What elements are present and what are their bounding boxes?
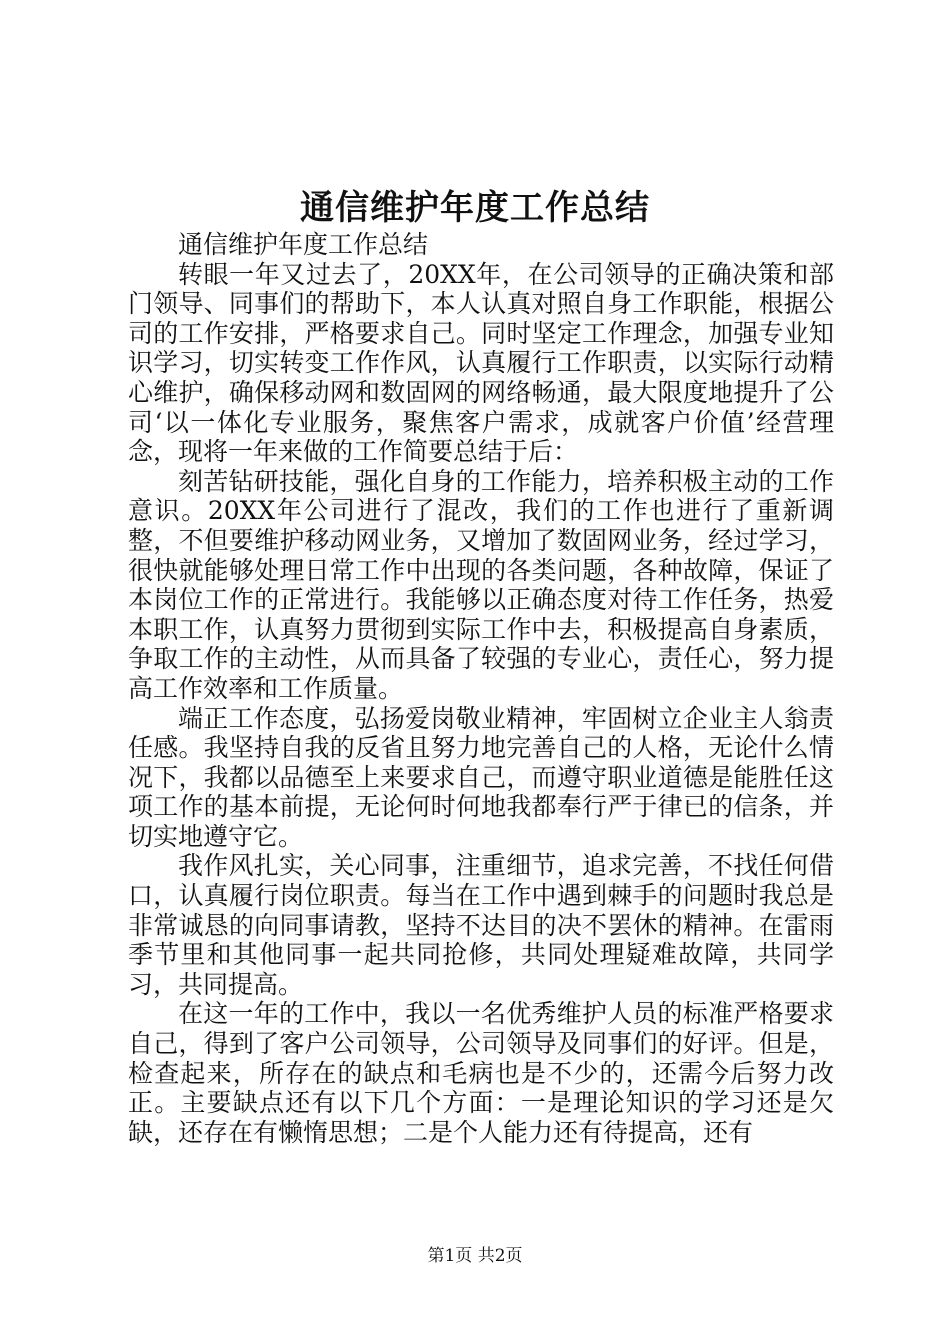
- page-footer: 第1页 共2页: [427, 1246, 523, 1266]
- paragraph-skills: 刻苦钻研技能，强化自身的工作能力，培养积极主动的工作意识。20XX年公司进行了混改，我们的工作也进行了重新调整，不但要维护移动网业务，又增加了数固网业务，经过学习，很快就能够处理日常工作中出现的各类问题，各种故障，保证了本岗位工作的正常进行。我能够以正确态度对待工作任务，热爱本职工作，认真努力贯彻到实际工作中去，积极提高自身素质，争取工作的主动性，从而具备了较强的专业心，责任心，努力提高工作效率和工作质量。: [128, 466, 834, 703]
- document-body: [128, 230, 834, 1147]
- paragraph-attitude: 端正工作态度，弘扬爱岗敬业精神，牢固树立企业主人翁责任感。我坚持自我的反省且努力地完善自己的人格，无论什么情况下，我都以品德至上来要求自己，而遵守职业道德是能胜任这项工作的基本前提，无论何时何地我都奉行严于律已的信条，并切实地遵守它。: [128, 703, 834, 851]
- paragraph-intro: 转眼一年又过去了，20XX年，在公司领导的正确决策和部门领导、同事们的帮助下，本人认真对照自身工作职能，根据公司的工作安排，严格要求自己。同时坚定工作理念，加强专业知识学习，切实转变工作作风，认真履行工作职责，以实际行动精心维护，确保移动网和数固网的网络畅通，最大限度地提升了公司‘以一体化专业服务，聚焦客户需求，成就客户价值’经营理念，现将一年来做的工作简要总结于后：: [128, 259, 834, 467]
- paragraph-subtitle: 通信维护年度工作总结: [178, 230, 429, 259]
- paragraph-shortcomings: 在这一年的工作中，我以一名优秀维护人员的标准严格要求自己，得到了客户公司领导，公司领导及同事们的好评。但是，检查起来，所存在的缺点和毛病也是不少的，还需今后努力改正。主要缺点还有以下几个方面：一是理论知识的学习还是欠缺，还存在有懒惰思想；二是个人能力还有待提高，还有: [128, 999, 834, 1147]
- page-title: 通信维护年度工作总结: [300, 188, 650, 228]
- paragraph-style: 我作风扎实，关心同事，注重细节，追求完善，不找任何借口，认真履行岗位职责。每当在工作中遇到棘手的问题时我总是非常诚恳的向同事请教，坚持不达目的决不罢休的精神。在雷雨季节里和其他同事一起共同抢修，共同处理疑难故障，共同学习，共同提高。: [128, 851, 834, 999]
